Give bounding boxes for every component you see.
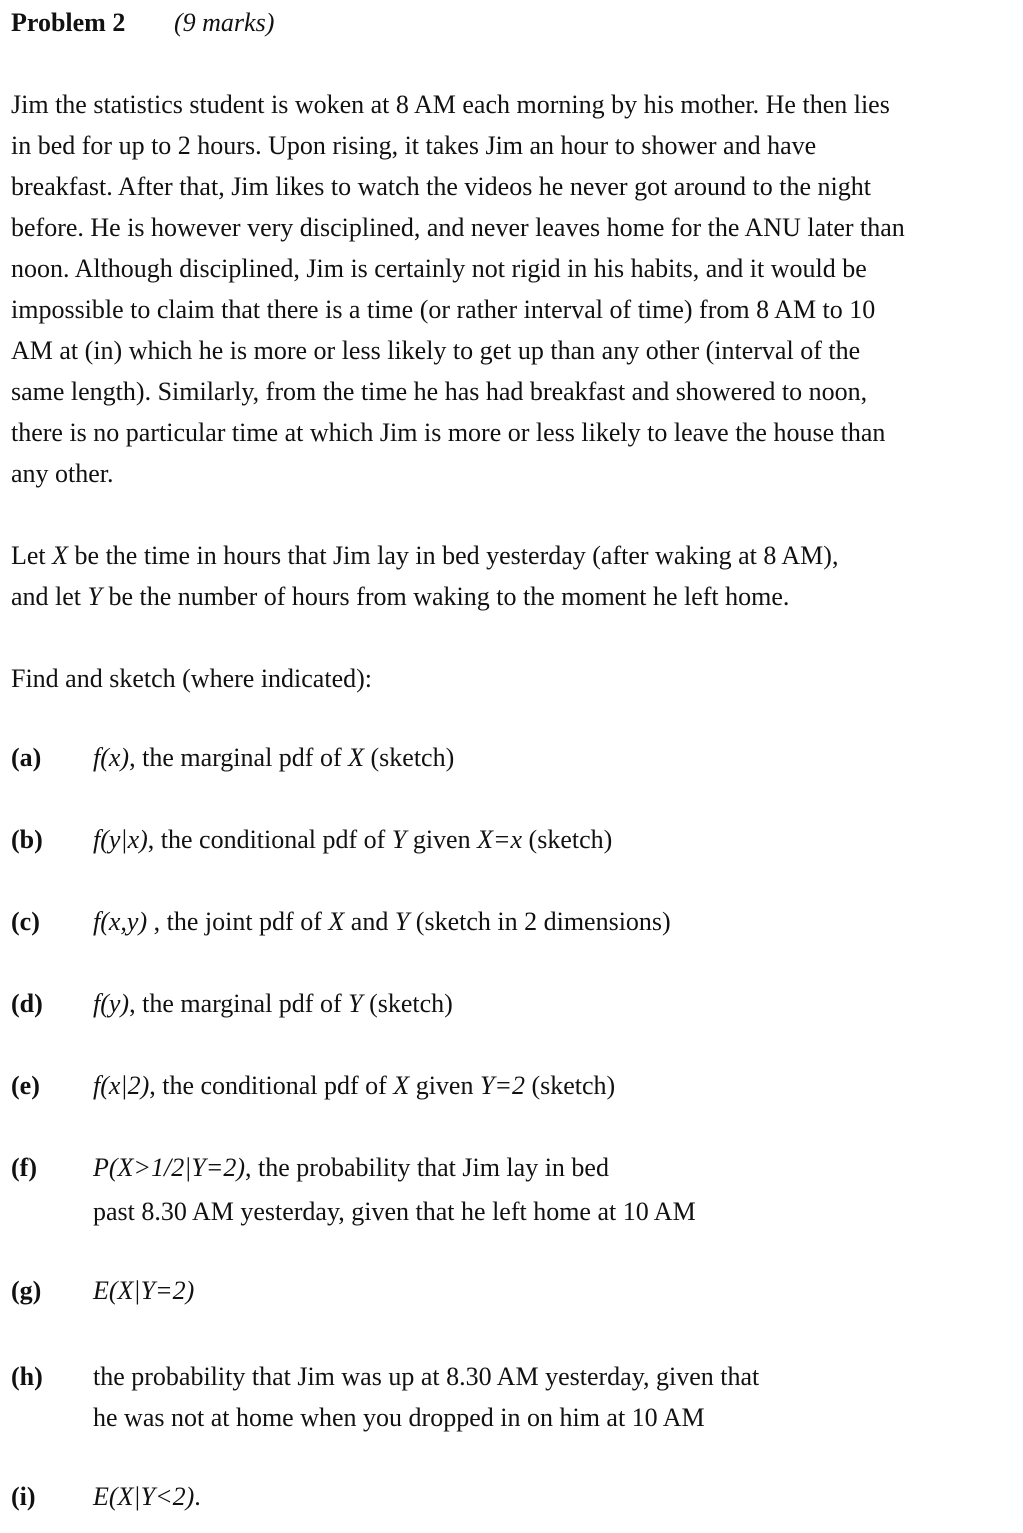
item-label: (c) (11, 907, 40, 936)
intro-line: any other. (11, 459, 114, 488)
item-text-part: (sketch in 2 dimensions) (409, 907, 671, 936)
item-label: (d) (11, 989, 43, 1018)
item-text-part: (sketch) (364, 743, 455, 772)
math-expression: f(y|x) (93, 825, 148, 854)
variable: Y (394, 907, 410, 936)
intro-line: same length). Similarly, from the time he has had breakfast and showered to noon, (11, 377, 868, 406)
intro-line: before. He is however very disciplined, and never leaves home for the ANU later than (11, 213, 905, 242)
item-text-part: . (194, 1482, 201, 1511)
variable: Y (348, 989, 363, 1018)
item-text-part: given (409, 1071, 480, 1100)
math-expression: f(y) (93, 989, 130, 1018)
item-label: (e) (11, 1071, 40, 1100)
intro-line: in bed for up to 2 hours. Upon rising, it takes Jim an hour to shower and have (11, 131, 817, 160)
problem-title: Problem 2 (11, 8, 126, 37)
item-text-part: (sketch) (522, 825, 613, 854)
math-expression: Y=2 (479, 1071, 525, 1100)
problem-marks: (9 marks) (174, 8, 275, 37)
item-text (93, 737, 454, 778)
intro-line: Jim the statistics student is woken at 8 AM each morning by his mother. He then lies (11, 90, 890, 119)
item-text (93, 1270, 194, 1311)
item-line: he was not at home when you dropped in on him at 10 AM (93, 1403, 705, 1432)
item-text-part: given (406, 825, 478, 854)
item-label: (b) (11, 825, 43, 854)
item-text (93, 1065, 615, 1106)
item-text (93, 819, 612, 860)
item-label: (i) (11, 1482, 36, 1511)
math-expression: f(x|2) (93, 1071, 150, 1100)
item-text-part: , the conditional pdf of (147, 825, 392, 854)
item-label: (g) (11, 1276, 42, 1305)
intro-line: noon. Although disciplined, Jim is certainly not rigid in his habits, and it would be (11, 254, 867, 283)
instruction-text: Find and sketch (where indicated): (11, 664, 372, 693)
variable: Y (391, 825, 407, 854)
variable: X (393, 1071, 410, 1100)
item-text-part: , the marginal pdf of (129, 989, 349, 1018)
item-text (93, 1356, 759, 1438)
definitions-paragraph (11, 535, 1011, 617)
item-line (93, 1147, 696, 1188)
intro-line: impossible to claim that there is a time (or rather interval of time) from 8 AM to 10 (11, 295, 876, 324)
item-text (93, 983, 453, 1024)
definition-text: Let (11, 541, 53, 570)
definition-text: be the time in hours that Jim lay in bed yesterday (after waking at 8 AM), (68, 541, 839, 570)
item-text-part: , the joint pdf of (147, 907, 329, 936)
item-label: (h) (11, 1362, 43, 1391)
variable: X (348, 743, 365, 772)
item-label: (f) (11, 1153, 37, 1182)
item-text-part: , the conditional pdf of (149, 1071, 394, 1100)
instruction (11, 658, 1011, 699)
item-line: the probability that Jim was up at 8.30 AM yesterday, given that (93, 1362, 760, 1391)
math-expression: f(x) (93, 743, 130, 772)
definition-y-line (11, 576, 1011, 617)
item-text (93, 1476, 201, 1517)
math-expression: f(x,y) (93, 907, 148, 936)
intro-line: there is no particular time at which Jim is more or less likely to leave the house than (11, 418, 886, 447)
item-text-part: and (344, 907, 395, 936)
intro-line: AM at (in) which he is more or less likely to get up than any other (interval of the (11, 336, 861, 365)
item-text (93, 901, 671, 942)
definition-text: and let (11, 582, 88, 611)
math-expression: P(X>1/2|Y=2) (93, 1153, 246, 1182)
item-text-part: (sketch) (362, 989, 453, 1018)
item-text-part: , the probability that Jim lay in bed (245, 1153, 609, 1182)
variable-y: Y (87, 582, 102, 611)
item-line: past 8.30 AM yesterday, given that he left home at 10 AM (93, 1197, 696, 1226)
intro-paragraph (11, 84, 1011, 494)
problem-header (11, 4, 275, 42)
item-label: (a) (11, 743, 42, 772)
item-text-part: (sketch) (524, 1071, 616, 1100)
variable: X (328, 907, 345, 936)
intro-line: breakfast. After that, Jim likes to watch the videos he never got around to the night (11, 172, 871, 201)
variable-x: X (52, 541, 69, 570)
definition-text: be the number of hours from waking to the moment he left home. (102, 582, 790, 611)
item-text (93, 1147, 696, 1232)
math-expression: E(X|Y<2) (93, 1482, 195, 1511)
definition-x-line (11, 535, 1011, 576)
math-expression: E(X|Y=2) (93, 1276, 195, 1305)
math-expression: X=x (477, 825, 523, 854)
item-text-part: , the marginal pdf of (129, 743, 349, 772)
